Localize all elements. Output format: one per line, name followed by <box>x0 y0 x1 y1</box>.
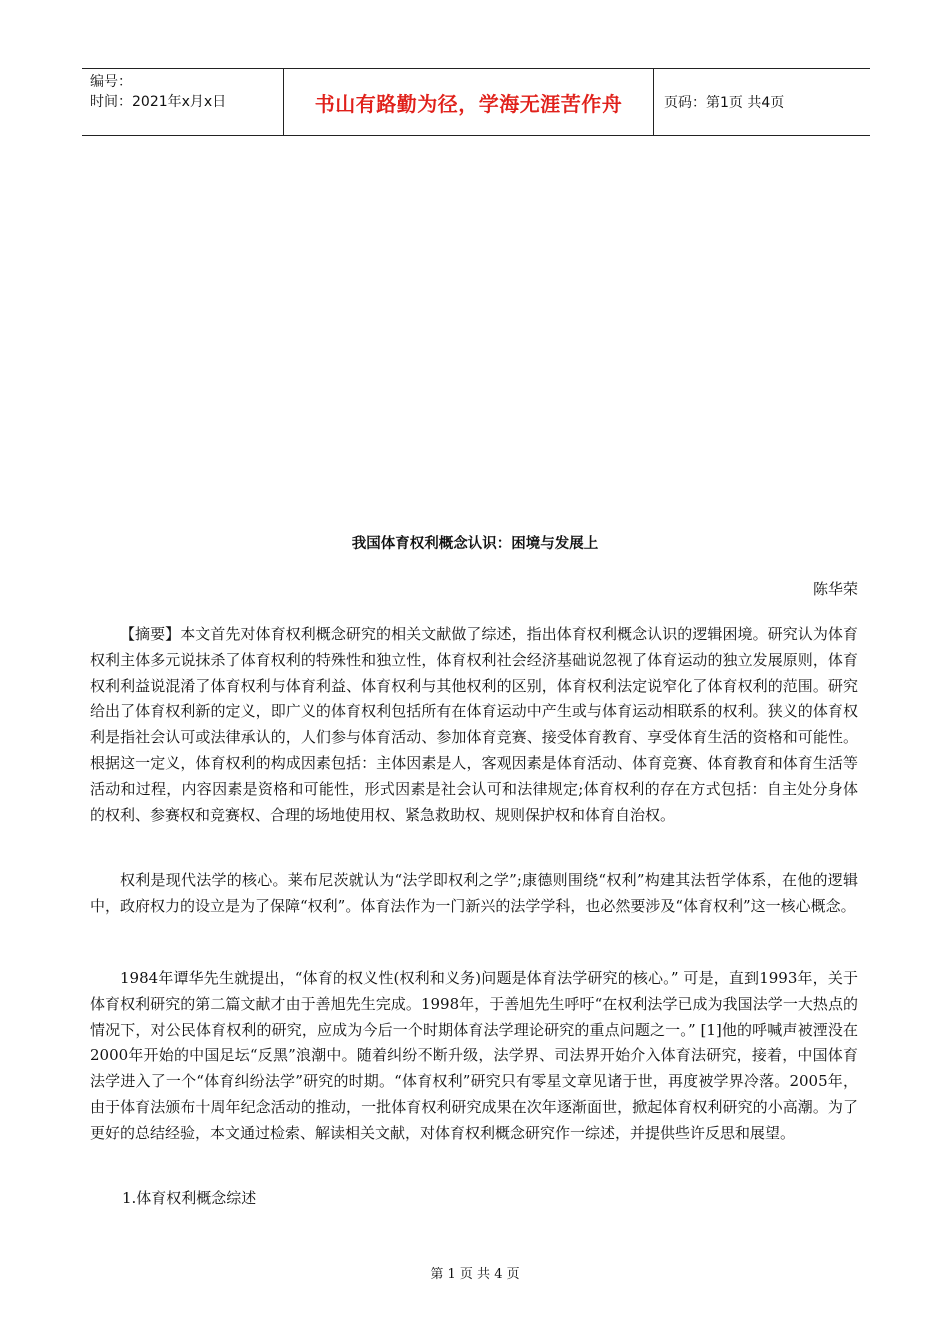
body-paragraph: 权利是现代法学的核心。莱布尼茨就认为“法学即权利之学”;康德则围绕“权利”构建其法哲学体系，在他的逻辑中，政府权力的设立是为了保障“权利”。体育法作为一门新兴的法学学科，也必然要涉及“体育权利”这一核心概念。 <box>90 871 858 915</box>
header-page-info: 页码：第1页 共4页 <box>664 95 785 111</box>
page-footer: 第 1 页 共 4 页 <box>430 1267 520 1282</box>
document-date: 时间：2021年x月x日 <box>90 94 227 110</box>
header-motto: 书山有路勤为径，学海无涯苦作舟 <box>284 69 654 135</box>
body-paragraph: 1984年谭华先生就提出，“体育的权义性(权利和义务)问题是体育法学研究的核心。” 可是，直到1993年，关于体育权利研究的第二篇文献才由于善旭先生完成。1998年，于善旭先生呼吁“在权利法学已成为我国法学一大热点的情况下，对公民体育权利的研究，应成为今后一个时期体育法学理论研究的重点问题之一。” [1]他的呼喊声被湮没在2000年开始的中国足坛“反黑”浪潮中。随着纠纷不断升级，法学界、司法界开始介入体育法研究，接着，中国体育法学进入了一个“体育纠纷法学”研究的时期。“体育权利”研究只有零星文章见诸于世，再度被学界冷落。2005年，由于体育法颁布十周年纪念活动的推动，一批体育权利研究成果在次年逐渐面世，掀起体育权利研究的小高潮。为了更好的总结经验，本文通过检索、解读相关文献，对体育权利概念研究作一综述，并提供些许反思和展望。 <box>90 969 858 1142</box>
article-title: 我国体育权利概念认识：困境与发展上 <box>351 536 599 552</box>
document-number-label: 编号： <box>90 74 132 90</box>
document-header <box>82 68 870 136</box>
section-heading: 1.体育权利概念综述 <box>122 1189 257 1207</box>
abstract-paragraph: 【摘要】本文首先对体育权利概念研究的相关文献做了综述，指出体育权利概念认识的逻辑困境。研究认为体育权利主体多元说抹杀了体育权利的特殊性和独立性，体育权利社会经济基础说忽视了体育运动的独立发展原则，体育权利利益说混淆了体育权利与体育利益、体育权利与其他权利的区别，体育权利法定说窄化了体育权利的范围。研究给出了体育权利新的定义，即广义的体育权利包括所有在体育运动中产生或与体育运动相联系的权利。狭义的体育权利是指社会认可或法律承认的，人们参与体育活动、参加体育竞赛、接受体育教育、享受体育生活的资格和可能性。根据这一定义，体育权利的构成因素包括：主体因素是人，客观因素是体育活动、体育竞赛、体育教育和体育生活等活动和过程，内容因素是资格和可能性，形式因素是社会认可和法律规定;体育权利的存在方式包括：自主处分身体的权利、参赛权和竞赛权、合理的场地使用权、紧急救助权、规则保护权和体育自治权。 <box>90 625 858 824</box>
header-meta-cell <box>82 69 284 135</box>
article-author: 陈华荣 <box>812 580 858 598</box>
